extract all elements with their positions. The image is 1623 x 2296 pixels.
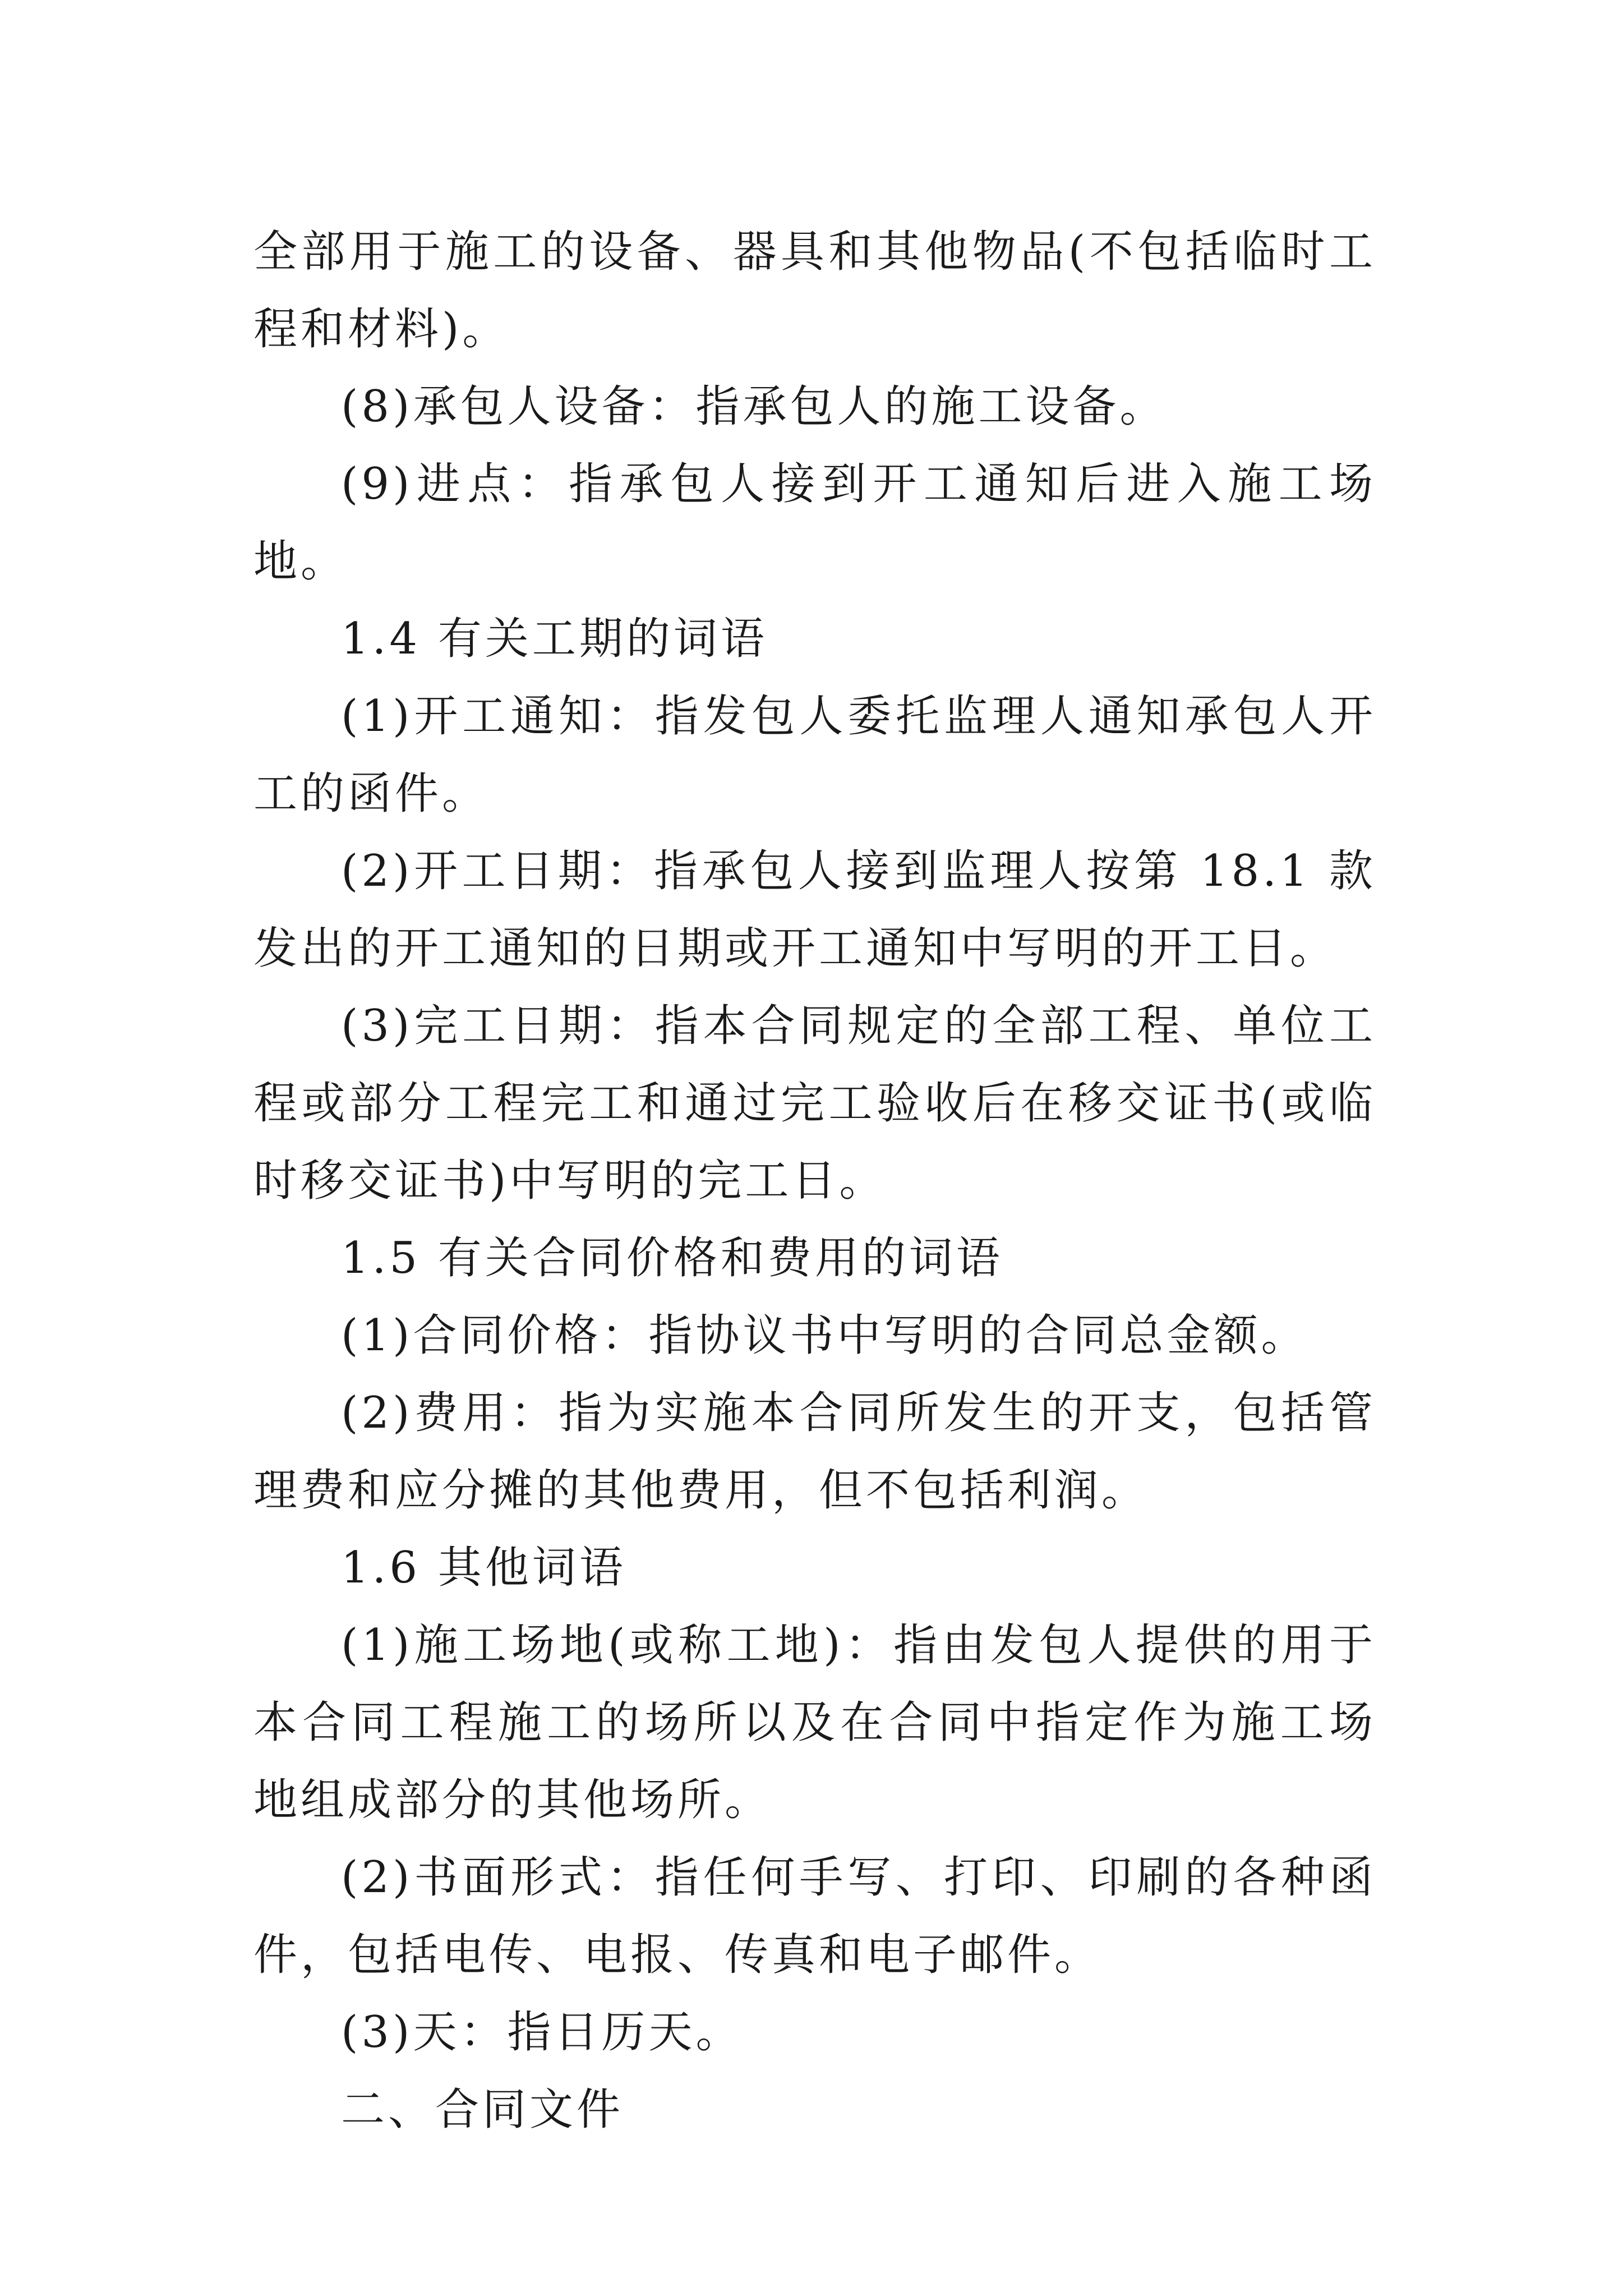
section-heading: 1.4 有关工期的词语 [341,614,768,664]
paragraph: (2)书面形式：指任何手写、打印、印刷的各种函件，包括电传、电报、传真和电子邮件。 [253,1852,1376,1980]
paragraph: (9)进点：指承包人接到开工通知后进入施工场地。 [253,459,1376,587]
section-heading: 1.6 其他词语 [341,1543,626,1593]
paragraph: (1)合同价格：指协议书中写明的合同总金额。 [341,1310,1308,1361]
paragraph: (3)完工日期：指本合同规定的全部工程、单位工程或部分工程完工和通过完工验收后在移交证书(或临时移交证书)中写明的完工日。 [253,1001,1376,1206]
section-heading: 1.5 有关合同价格和费用的词语 [341,1233,1003,1283]
paragraph: (8)承包人设备：指承包人的施工设备。 [341,381,1167,432]
chapter-heading: 二、合同文件 [341,2085,624,2135]
paragraph: (2)费用：指为实施本合同所发生的开支，包括管理费和应分摊的其他费用，但不包括利润。 [253,1388,1376,1516]
paragraph: (1)开工通知：指发包人委托监理人通知承包人开工的函件。 [253,691,1376,819]
paragraph: 全部用于施工的设备、器具和其他物品(不包括临时工程和材料)。 [253,227,1376,355]
paragraph: (1)施工场地(或称工地)：指由发包人提供的用于本合同工程施工的场所以及在合同中指定作为施工场地组成部分的其他场所。 [253,1620,1376,1825]
paragraph: (3)天：指日历天。 [341,2007,743,2058]
paragraph: (2)开工日期：指承包人接到监理人按第 18.1 款发出的开工通知的日期或开工通知中写明的开工日。 [253,846,1376,974]
document-body [253,213,1376,2148]
